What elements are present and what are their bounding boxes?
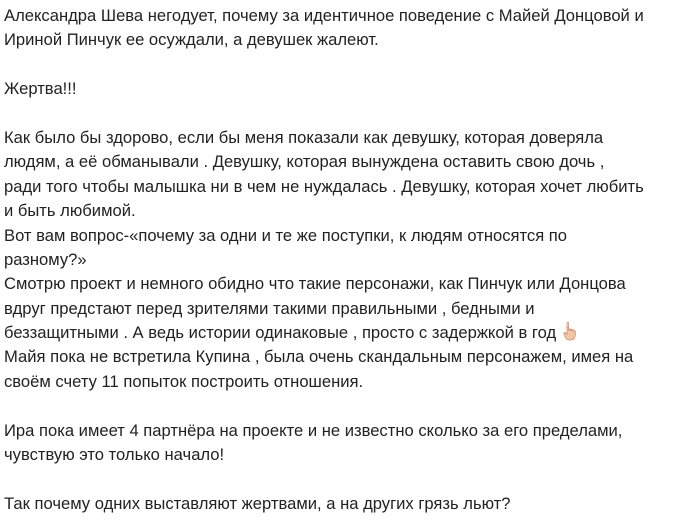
text-line: ради того чтобы малышка ни в чем не нуждалась . Девушку, которая хочет любить [4,176,644,196]
text-line: Майя пока не встретила Купина , была очень скандальным персонажем, имея на [4,347,634,367]
text-line: и быть любимой. [4,201,136,221]
paragraph-gap [4,394,696,418]
text-line: разному?» [4,249,87,269]
text-line: беззащитными . А ведь истории одинаковые , просто с задержкой в год [4,323,557,343]
text-line: Смотрю проект и немного обидно что такие персонажи, как Пинчук или Донцова [4,274,626,294]
text-line: Вот вам вопрос-«почему за одни и те же поступки, к людям относятся по [4,225,568,245]
text-line: Александра Шева негодует, почему за идентичное поведение с Майей Донцовой и [4,6,644,25]
text-line: чувствую это только начало! [4,445,225,465]
post-text [4,4,696,516]
pointing-up-hand-icon [562,321,578,348]
text-line-with-emoji [4,321,696,345]
text-line: людям, а её обманывали . Девушку, которая вынуждена оставить свою дочь , [4,152,605,172]
text-line: Так почему одних выставляют жертвами, а на других грязь льют? [4,493,511,513]
text-line: Ира пока имеет 4 партнёра на проекте и не известно сколько за его пределами, [4,420,623,440]
paragraph-gap [4,102,696,126]
paragraph-gap [4,53,696,77]
text-line: своём счету 11 попыток построить отношения. [4,371,364,391]
text-line: Жертва!!! [4,79,77,99]
paragraph-gap [4,467,696,491]
text-line: вдруг предстают перед зрителями такими правильными , бедными и [4,298,535,318]
text-line: Как было бы здорово, если бы меня показали как девушку, которая доверяла [4,127,604,147]
text-line: Ириной Пинчук ее осуждали, а девушек жалеют. [4,30,379,50]
